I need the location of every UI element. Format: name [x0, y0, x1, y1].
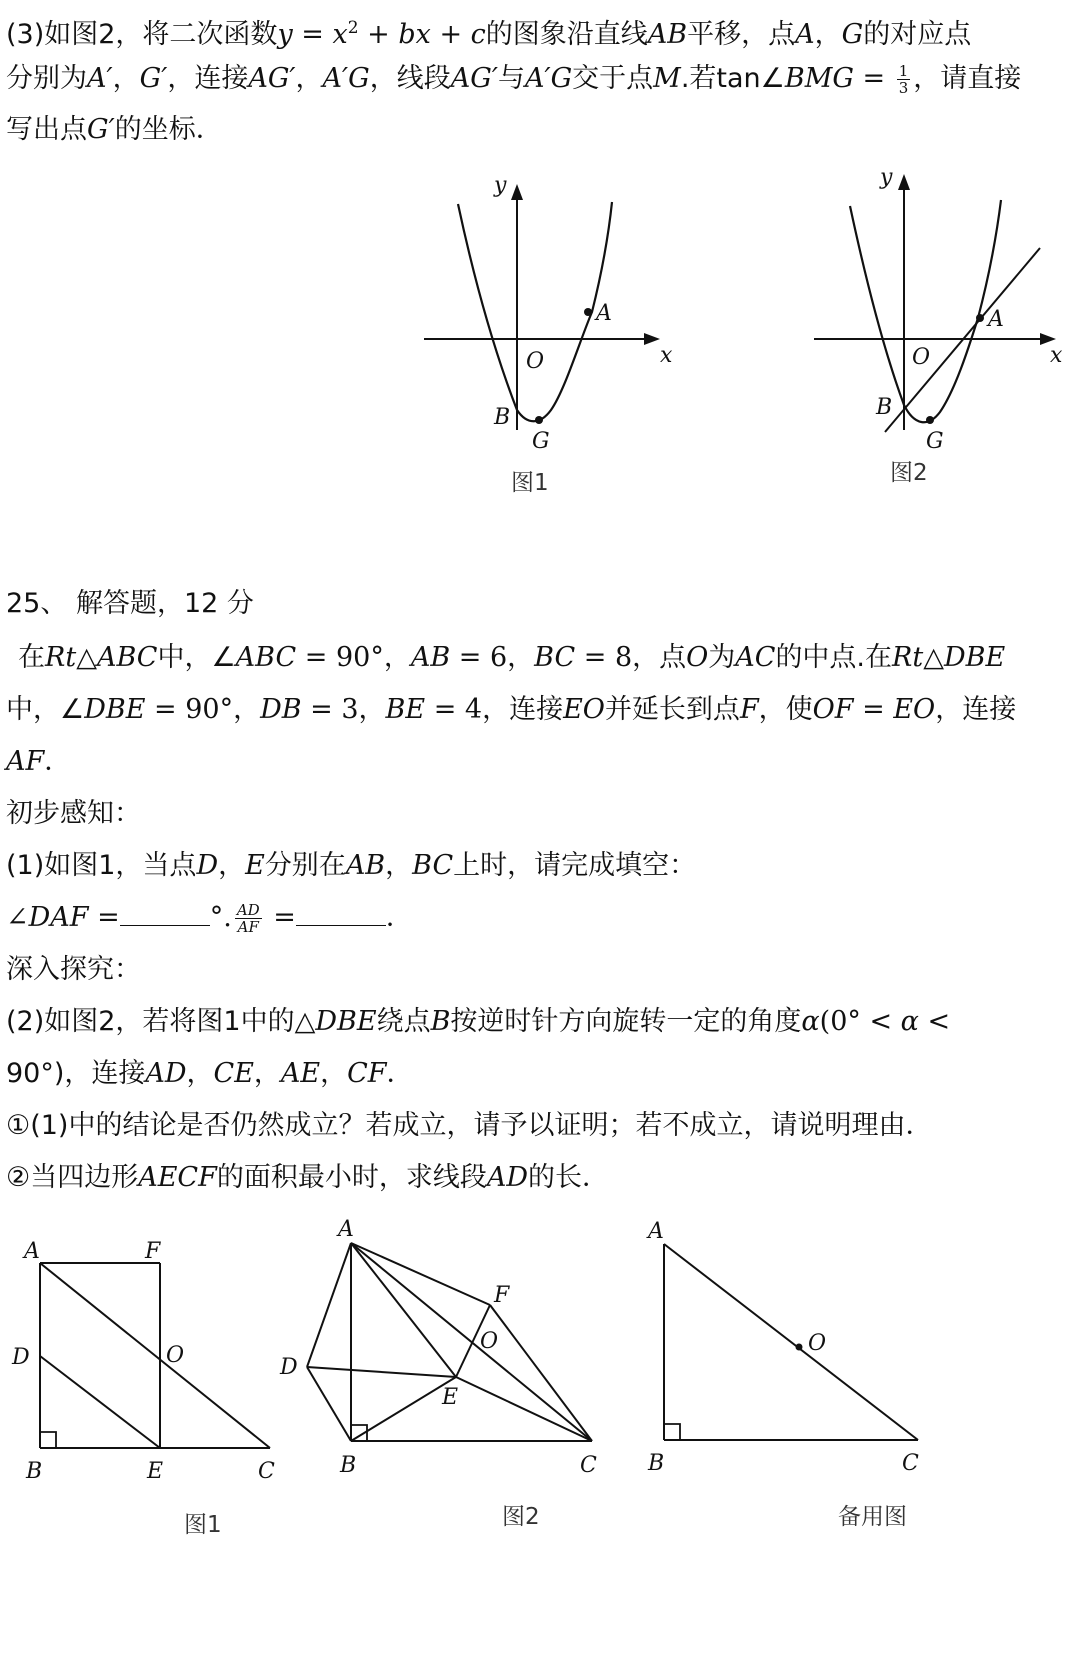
text: ， [385, 850, 413, 881]
math: = 3， [301, 694, 386, 725]
math: G′ [87, 114, 115, 145]
q25-header [6, 586, 254, 622]
math: x [332, 19, 348, 50]
math: ∠ [6, 902, 29, 933]
math: °. [209, 902, 232, 933]
math: Rt [45, 642, 77, 673]
label-o: O [166, 1343, 185, 1368]
math: α [801, 1006, 820, 1037]
math: AF [6, 746, 45, 777]
segment-ac [40, 1263, 270, 1448]
point-g [535, 416, 543, 424]
label-b: B [648, 1451, 665, 1476]
q25-s2b [6, 1056, 414, 1092]
segment-db [307, 1367, 351, 1441]
segment-ec [456, 1377, 592, 1441]
math: D [196, 850, 219, 881]
text: 25、 解答题，12 分 [6, 588, 254, 619]
math: = 8，点 [575, 642, 687, 673]
math: AECF [138, 1162, 217, 1193]
q25-p1 [18, 640, 1005, 676]
math: EO [893, 694, 936, 725]
label-f: F [494, 1283, 510, 1308]
math: A′ [87, 63, 113, 94]
math: △ [76, 642, 97, 673]
label-c: C [902, 1451, 919, 1476]
math: AB [647, 19, 688, 50]
math: bx [398, 19, 431, 50]
math: = 90°， [145, 694, 261, 725]
math: BC [412, 850, 454, 881]
math: + [430, 19, 471, 50]
text: 为 [708, 642, 736, 673]
x-axis-arrow-icon [644, 333, 660, 345]
fraction-ad-af [235, 902, 262, 935]
segment-de [307, 1367, 456, 1377]
label-o: O [480, 1329, 499, 1354]
math: AG′ [450, 63, 498, 94]
caption-fig2: 图2 [890, 460, 928, 486]
math: BE [385, 694, 426, 725]
math: ABC [235, 642, 297, 673]
label-y: y [494, 173, 507, 198]
math: (0° < [819, 1006, 901, 1037]
text: 的长． [527, 1162, 609, 1193]
label-c: C [258, 1459, 275, 1484]
label-e: E [147, 1459, 164, 1484]
math: G [841, 19, 864, 50]
text: 并延长到点 [604, 694, 740, 725]
math: A′G [322, 63, 370, 94]
answer-blank-ratio[interactable] [296, 903, 386, 926]
numerator: 1 [898, 62, 909, 80]
math: △ [923, 642, 944, 673]
math: = [264, 902, 296, 933]
text: ， [112, 63, 140, 94]
q25-s2c [6, 1108, 932, 1144]
text: 写出点 [6, 114, 87, 145]
fraction-one-third [897, 63, 911, 96]
q25-s1-blanks [6, 900, 413, 936]
text: .若tan∠ [680, 63, 785, 94]
math: Rt [892, 642, 924, 673]
math: + [358, 19, 399, 50]
text: ， [218, 850, 246, 881]
math: = [292, 19, 333, 50]
text: 初步感知： [6, 798, 141, 829]
label-o: O [912, 345, 931, 370]
text: ，使 [758, 694, 813, 725]
math: DBE [943, 642, 1006, 673]
math: AB [345, 850, 386, 881]
denominator: 3 [898, 79, 909, 97]
text: 与 [497, 63, 525, 94]
text: (3)如图2，将二次函数 [6, 19, 278, 50]
q25-intro2 [6, 952, 141, 988]
denominator: AF [237, 918, 259, 936]
text: 上时，请完成填空： [453, 850, 697, 881]
text: 在 [18, 642, 45, 673]
geometry-figure-2 [270, 1217, 610, 1550]
math: M [653, 63, 681, 94]
text: 分别在 [264, 850, 346, 881]
text: ， [253, 1058, 281, 1089]
y-axis-arrow-icon [511, 184, 523, 200]
text: 交于点 [572, 63, 654, 94]
part3-line3 [6, 112, 223, 148]
text: ，连接 [935, 694, 1017, 725]
text: ②当四边形 [6, 1162, 139, 1193]
math: DBE [84, 694, 146, 725]
q25-s1 [6, 848, 696, 884]
label-a: A [596, 301, 612, 326]
text: (2)如图2，若将图1中的△ [6, 1006, 316, 1037]
parabola-curve [850, 200, 1001, 422]
caption-fig1: 图1 [511, 470, 549, 496]
math: ABC [96, 642, 158, 673]
text: 的图象沿直线 [485, 19, 648, 50]
text: ， [186, 1058, 214, 1089]
math: AG′ [248, 63, 296, 94]
math: = 6， [450, 642, 535, 673]
label-c: C [580, 1453, 597, 1478]
text: ． [386, 1058, 414, 1089]
label-x: x [1050, 343, 1063, 368]
text: 中，∠ [6, 694, 85, 725]
label-a: A [338, 1217, 354, 1242]
text: ， [814, 19, 842, 50]
math: = 4，连接 [425, 694, 564, 725]
math: DBE [315, 1006, 377, 1037]
y-axis-arrow-icon [898, 174, 910, 190]
text: 分别为 [6, 63, 87, 94]
label-b: B [876, 395, 893, 420]
math: G′ [139, 63, 168, 94]
math: CF [347, 1058, 387, 1089]
math: B [430, 1006, 451, 1037]
text: ，连接 [167, 63, 249, 94]
math: E [245, 850, 265, 881]
math: O [686, 642, 709, 673]
right-angle-mark [40, 1432, 56, 1448]
label-b: B [494, 405, 511, 430]
text: 的中点.在 [775, 642, 893, 673]
label-e: E [442, 1385, 459, 1410]
math: BC [534, 642, 576, 673]
part3-line2 [6, 61, 1021, 97]
math: CE [213, 1058, 254, 1089]
caption-backup: 备用图 [838, 1504, 907, 1530]
math: α [900, 1006, 919, 1037]
segment-de [40, 1356, 160, 1448]
segment-af [351, 1243, 490, 1305]
parabola-figure-2 [800, 160, 1070, 500]
text: 的坐标． [114, 114, 223, 145]
text: 的对应点 [863, 19, 972, 50]
math: < [918, 1006, 951, 1037]
text: (1)如图1，当点 [6, 850, 197, 881]
label-x: x [660, 343, 673, 368]
text: 按逆时针方向旋转一定的角度 [450, 1006, 802, 1037]
label-b: B [340, 1453, 357, 1478]
q25-s2 [6, 1004, 950, 1040]
text: ，请直接 [913, 63, 1022, 94]
label-b: B [26, 1459, 43, 1484]
math: DB [260, 694, 302, 725]
label-a: A [24, 1239, 40, 1264]
numerator: AD [236, 901, 260, 919]
math: = [853, 63, 894, 94]
q25-intro1 [6, 796, 141, 832]
math: AE [280, 1058, 321, 1089]
text: ． [44, 746, 72, 777]
math: = 90°， [296, 642, 411, 673]
text: 绕点 [376, 1006, 431, 1037]
label-d: D [280, 1355, 298, 1380]
label-o: O [526, 349, 545, 374]
q25-p3 [6, 744, 71, 780]
text: ①(1)中的结论是否仍然成立？若成立，请予以证明；若不成立，请说明理由． [6, 1110, 933, 1141]
math: A [795, 19, 815, 50]
math: y [277, 19, 293, 50]
label-y: y [880, 165, 893, 190]
segment-ad [307, 1243, 351, 1367]
math: AB [410, 642, 451, 673]
exponent: 2 [347, 18, 359, 38]
label-o: O [808, 1331, 827, 1356]
geometry-figure-1 [0, 1220, 290, 1550]
math: = [853, 694, 894, 725]
math: AD [145, 1058, 187, 1089]
label-g: G [926, 429, 944, 454]
math: A′G [524, 63, 573, 94]
text: 深入探究： [6, 954, 141, 985]
parabola-figure-1 [400, 160, 673, 500]
point-g [926, 416, 934, 424]
caption-geo-fig2: 图2 [502, 1504, 540, 1530]
math: = [88, 902, 120, 933]
segment-fc [490, 1305, 592, 1441]
q25-p2 [6, 692, 1016, 728]
label-f: F [145, 1239, 161, 1264]
answer-blank-angle[interactable] [120, 903, 210, 926]
point-a [584, 308, 592, 316]
text: 的面积最小时，求线段 [216, 1162, 487, 1193]
segment-ae [351, 1243, 456, 1377]
text: ， [320, 1058, 348, 1089]
label-g: G [532, 429, 550, 454]
text: ． [385, 902, 413, 933]
text: 90°)，连接 [6, 1058, 146, 1089]
math: DAF [28, 902, 89, 933]
segment-ac [664, 1244, 918, 1440]
geometry-figure-backup [630, 1215, 950, 1545]
math: F [739, 694, 759, 725]
math: AD [486, 1162, 528, 1193]
q25-s2d [6, 1160, 609, 1196]
point-a [976, 314, 984, 322]
text: 平移，点 [687, 19, 796, 50]
math: AC [735, 642, 776, 673]
text: ，线段 [369, 63, 451, 94]
label-d: D [12, 1345, 30, 1370]
math: EO [563, 694, 605, 725]
math: c [470, 19, 486, 50]
math: BMG [784, 63, 854, 94]
label-a: A [988, 307, 1004, 332]
text: ， [295, 63, 323, 94]
right-angle-mark [664, 1424, 680, 1440]
math: OF [812, 694, 854, 725]
caption-geo-fig1: 图1 [184, 1512, 222, 1538]
label-a: A [648, 1219, 664, 1244]
part3-line1 [6, 10, 971, 53]
text: 中，∠ [157, 642, 236, 673]
point-o [796, 1344, 803, 1351]
